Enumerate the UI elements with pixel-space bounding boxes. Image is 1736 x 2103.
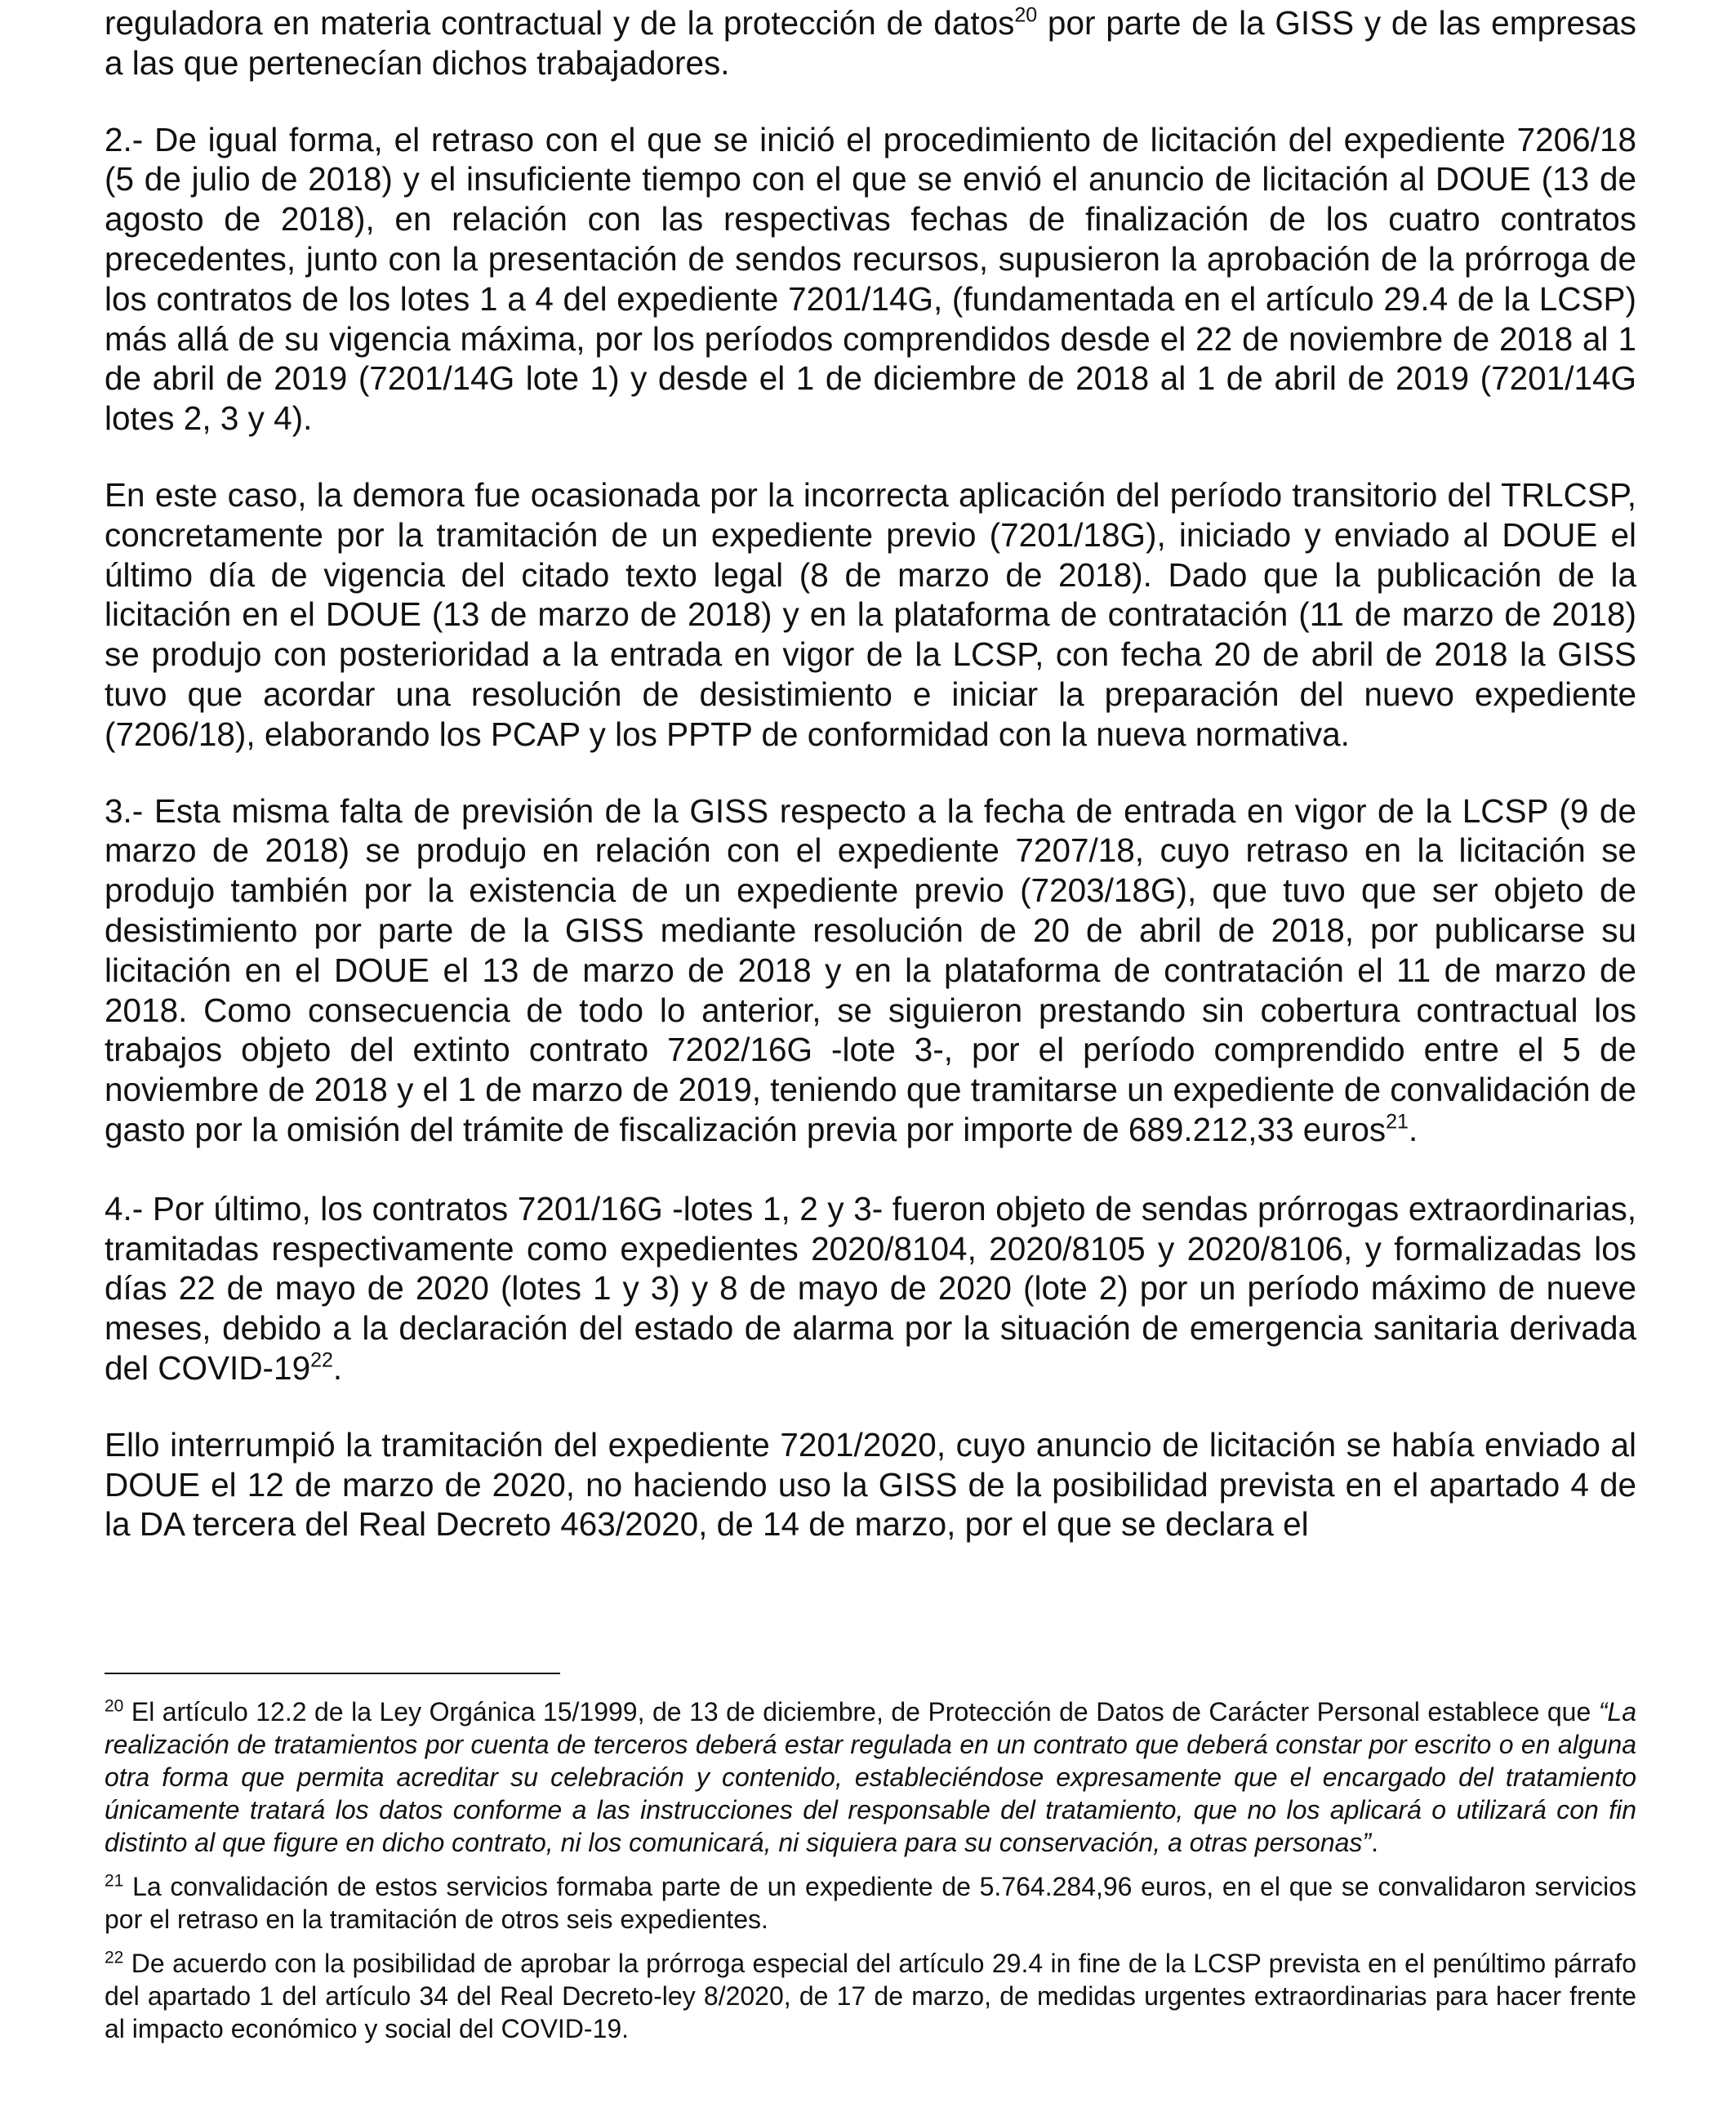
footnote-text: La convalidación de estos servicios formaba parte de un expediente de 5.764.284,96 euros, en el que se convalidaron servicios por el retraso en la tramitación de otros seis expedientes. <box>105 1872 1636 1934</box>
footnote-number: 21 <box>105 1871 124 1891</box>
footnote-text: De acuerdo con la posibilidad de aprobar la prórroga especial del artículo 29.4 in fine de la LCSP prevista en el penúltimo párrafo del apartado 1 del artículo 34 del Real Decreto-ley 8/2020, de 17 de marzo, de medidas urgentes extraordinarias para hacer frente al impacto económico y social del COVID-19. <box>105 1949 1636 2043</box>
footnote-number: 22 <box>105 1948 124 1967</box>
footnote-ref-22[interactable]: 22 <box>310 1348 333 1372</box>
paragraph-text: por parte de la GISS y de las empresas a las que pertenecían dichos trabajadores. <box>105 4 1636 82</box>
paragraph-text: . <box>1408 1110 1418 1148</box>
paragraph-intro <box>105 3 1636 83</box>
paragraph-text: reguladora en materia contractual y de la protección de datos <box>105 4 1015 42</box>
paragraph-text: 3.- Esta misma falta de previsión de la GISS respecto a la fecha de entrada en vigor de la LCSP (9 de marzo de 2018) se produjo en relación con el expediente 7207/18, cuyo retraso en la licitación se produjo también por la existencia de un expediente previo (7203/18G), que tuvo que ser objeto de desistimiento por parte de la GISS mediante resolución de 20 de abril de 2018, por publicarse su licitación en el DOUE el 13 de marzo de 2018 y en la plataforma de contratación el 11 de marzo de 2018. Como consecuencia de todo lo anterior, se siguieron prestando sin cobertura contractual los trabajos objeto del extinto contrato 7202/16G -lote 3-, por el período comprendido entre el 5 de noviembre de 2018 y el 1 de marzo de 2019, teniendo que tramitarse un expediente de convalidación de gasto por la omisión del trámite de fiscalización previa por importe de 689.212,33 euros <box>105 791 1636 1148</box>
footnote-21 <box>105 1870 1636 1936</box>
paragraph-text: . <box>332 1348 343 1387</box>
paragraph-interruption: Ello interrumpió la tramitación del expediente 7201/2020, cuyo anuncio de licitación se había enviado al DOUE el 12 de marzo de 2020, no haciendo uso la GISS de la posibilidad prevista en el apartado 4 de la DA tercera del Real Decreto 463/2020, de 14 de marzo, por el que se declara el <box>105 1425 1636 1544</box>
footnote-ref-21[interactable]: 21 <box>1386 1110 1409 1134</box>
paragraph-point-2: 2.- De igual forma, el retraso con el que se inició el procedimiento de licitación del expediente 7206/18 (5 de julio de 2018) y el insuficiente tiempo con el que se envió el anuncio de licitación al DOUE (13 de agosto de 2018), en relación con las respectivas fechas de finalización de los cuatro contratos precedentes, junto con la presentación de sendos recursos, supusieron la aprobación de la prórroga de los contratos de los lotes 1 a 4 del expediente 7201/14G, (fundamentada en el artículo 29.4 de la LCSP) más allá de su vigencia máxima, por los períodos comprendidos desde el 22 de noviembre de 2018 al 1 de abril de 2019 (7201/14G lote 1) y desde el 1 de diciembre de 2018 al 1 de abril de 2019 (7201/14G lotes 2, 3 y 4). <box>105 120 1636 438</box>
footnote-number: 20 <box>105 1696 124 1716</box>
footnote-22 <box>105 1947 1636 2045</box>
paragraph-text: 4.- Por último, los contratos 7201/16G -lotes 1, 2 y 3- fueron objeto de sendas prórrogas extraordinarias, tramitadas respectivamente como expedientes 2020/8104, 2020/8105 y 2020/8106, y formalizadas los días 22 de mayo de 2020 (lotes 1 y 3) y 8 de mayo de 2020 (lote 2) por un período máximo de nueve meses, debido a la declaración del estado de alarma por la situación de emergencia sanitaria derivada del COVID-19 <box>105 1189 1636 1387</box>
paragraph-point-3 <box>105 791 1636 1150</box>
footnotes-section <box>105 1673 1636 2056</box>
footnote-text: El artículo 12.2 de la Ley Orgánica 15/1999, de 13 de diciembre, de Protección de Datos de Carácter Personal establece que <box>123 1697 1599 1727</box>
paragraph-delay-explanation: En este caso, la demora fue ocasionada por la incorrecta aplicación del período transitorio del TRLCSP, concretamente por la tramitación de un expediente previo (7201/18G), iniciado y enviado al DOUE el último día de vigencia del citado texto legal (8 de marzo de 2018). Dado que la publicación de la licitación en el DOUE (13 de marzo de 2018) y en la plataforma de contratación (11 de marzo de 2018) se produjo con posterioridad a la entrada en vigor de la LCSP, con fecha 20 de abril de 2018 la GISS tuvo que acordar una resolución de desistimiento e iniciar la preparación del nuevo expediente (7206/18), elaborando los PCAP y los PPTP de conformidad con la nueva normativa. <box>105 475 1636 753</box>
document-body <box>105 3 1636 1581</box>
footnote-ref-20[interactable]: 20 <box>1014 3 1038 27</box>
footnote-20 <box>105 1695 1636 1859</box>
footnote-separator <box>105 1673 560 1674</box>
paragraph-point-4 <box>105 1189 1636 1388</box>
footnote-text: . <box>1371 1828 1378 1857</box>
footnote-quote: “La realización de tratamientos por cuenta de terceros deberá estar regulada en un contrato que deberá constar por escrito o en alguna otra forma que permita acreditar su celebración y contenido, estableciéndose expresamente que el encargado del tratamiento únicamente tratará los datos conforme a las instrucciones del responsable del tratamiento, que no los aplicará o utilizará con fin distinto al que figure en dicho contrato, ni los comunicará, ni siquiera para su conservación, a otras personas” <box>105 1697 1636 1857</box>
